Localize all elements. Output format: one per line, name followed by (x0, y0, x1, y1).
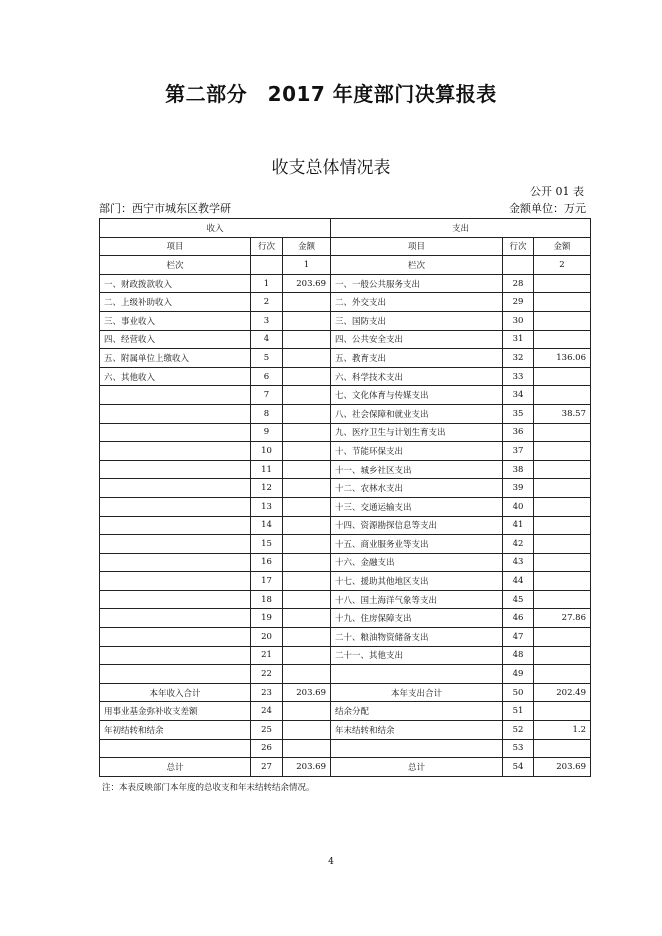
expense-line: 31 (503, 330, 534, 349)
table-row (100, 423, 591, 442)
expense-amount (534, 386, 591, 405)
expense-line: 54 (503, 758, 534, 777)
income-line: 5 (251, 349, 283, 368)
income-item (100, 609, 251, 628)
expense-item: 年末结转和结余 (331, 721, 503, 740)
table-row (100, 683, 591, 702)
expense-line-header: 行次 (503, 237, 534, 256)
income-item (100, 572, 251, 591)
income-line: 12 (251, 479, 283, 498)
income-item (100, 442, 251, 461)
expense-amount: 136.06 (534, 349, 591, 368)
page-number: 4 (328, 857, 334, 867)
income-line: 2 (251, 293, 283, 312)
table-row (100, 665, 591, 684)
income-item: 二、上级补助收入 (100, 293, 251, 312)
table-row (100, 628, 591, 647)
income-amount (283, 702, 331, 721)
income-item (100, 516, 251, 535)
expense-amount (534, 590, 591, 609)
expense-item: 结余分配 (331, 702, 503, 721)
income-line: 11 (251, 460, 283, 479)
income-amount (283, 628, 331, 647)
income-item (100, 497, 251, 516)
expense-item: 七、文化体育与传媒支出 (331, 386, 503, 405)
expense-amount: 203.69 (534, 758, 591, 777)
expense-item: 十三、交通运输支出 (331, 497, 503, 516)
table-row (100, 516, 591, 535)
income-amount (283, 497, 331, 516)
expense-item: 十六、金融支出 (331, 553, 503, 572)
expense-item: 十、节能环保支出 (331, 442, 503, 461)
expense-amount (534, 535, 591, 554)
income-line: 3 (251, 311, 283, 330)
income-line: 22 (251, 665, 283, 684)
expense-amount (534, 479, 591, 498)
expense-item: 九、医疗卫生与计划生育支出 (331, 423, 503, 442)
income-amount (283, 460, 331, 479)
expense-amount: 27.86 (534, 609, 591, 628)
income-amount (283, 721, 331, 740)
column-number-row (100, 256, 591, 275)
income-item (100, 739, 251, 758)
income-line-header: 行次 (251, 237, 283, 256)
expense-amount (534, 516, 591, 535)
income-line: 9 (251, 423, 283, 442)
table-row (100, 293, 591, 312)
expense-amount: 38.57 (534, 404, 591, 423)
expense-item: 总计 (331, 758, 503, 777)
column-header-row (100, 237, 591, 256)
table-row (100, 386, 591, 405)
income-item: 一、财政拨款收入 (100, 274, 251, 293)
expense-line: 44 (503, 572, 534, 591)
expense-col-number: 2 (534, 256, 591, 275)
table-row (100, 460, 591, 479)
expense-item: 八、社会保障和就业支出 (331, 404, 503, 423)
expense-item: 三、国防支出 (331, 311, 503, 330)
expense-line: 52 (503, 721, 534, 740)
income-line: 14 (251, 516, 283, 535)
section-header-row (100, 219, 591, 238)
table-row (100, 535, 591, 554)
expense-line: 49 (503, 665, 534, 684)
income-item (100, 479, 251, 498)
table-row (100, 572, 591, 591)
page-title: 第二部分 2017 年度部门决算报表 (165, 82, 497, 106)
table-row (100, 590, 591, 609)
table-row (100, 497, 591, 516)
expense-amount (534, 460, 591, 479)
income-item (100, 535, 251, 554)
income-line: 17 (251, 572, 283, 591)
income-amount (283, 739, 331, 758)
income-amount (283, 479, 331, 498)
expense-line: 39 (503, 479, 534, 498)
income-line: 8 (251, 404, 283, 423)
expense-item: 二十一、其他支出 (331, 646, 503, 665)
expense-line: 28 (503, 274, 534, 293)
expense-line: 45 (503, 590, 534, 609)
expense-line: 43 (503, 553, 534, 572)
income-amount (283, 535, 331, 554)
income-item: 年初结转和结余 (100, 721, 251, 740)
table-row (100, 609, 591, 628)
department-label: 部门：西宁市城东区教学研 (99, 202, 231, 215)
table-row (100, 758, 591, 777)
expense-amount: 202.49 (534, 683, 591, 702)
income-line: 18 (251, 590, 283, 609)
income-item: 总计 (100, 758, 251, 777)
table-row (100, 367, 591, 386)
income-item (100, 665, 251, 684)
income-amount (283, 572, 331, 591)
income-item (100, 423, 251, 442)
income-item: 本年收入合计 (100, 683, 251, 702)
table-row (100, 404, 591, 423)
expense-amount (534, 274, 591, 293)
table-row (100, 274, 591, 293)
income-amount (283, 293, 331, 312)
expense-amount (534, 646, 591, 665)
expense-line: 36 (503, 423, 534, 442)
table-row (100, 330, 591, 349)
expense-line: 37 (503, 442, 534, 461)
expense-amount (534, 553, 591, 572)
expense-item: 十五、商业服务业等支出 (331, 535, 503, 554)
expense-item-header: 项目 (331, 237, 503, 256)
expense-line: 29 (503, 293, 534, 312)
income-item: 四、经营收入 (100, 330, 251, 349)
income-item (100, 386, 251, 405)
table-row (100, 442, 591, 461)
income-line: 20 (251, 628, 283, 647)
table-row (100, 646, 591, 665)
expense-line: 53 (503, 739, 534, 758)
expense-line: 46 (503, 609, 534, 628)
income-col-number: 1 (283, 256, 331, 275)
income-amount (283, 367, 331, 386)
income-line: 1 (251, 274, 283, 293)
income-amount (283, 516, 331, 535)
income-row-label: 栏次 (100, 256, 251, 275)
income-line: 27 (251, 758, 283, 777)
expense-line: 41 (503, 516, 534, 535)
form-number: 公开 01 表 (530, 185, 584, 198)
expense-item: 二、外交支出 (331, 293, 503, 312)
table-row (100, 553, 591, 572)
income-amount (283, 330, 331, 349)
income-item (100, 460, 251, 479)
expense-item: 十七、援助其他地区支出 (331, 572, 503, 591)
income-line: 15 (251, 535, 283, 554)
expense-item: 十九、住房保障支出 (331, 609, 503, 628)
expense-amount: 1.2 (534, 721, 591, 740)
expense-amount (534, 665, 591, 684)
income-line: 13 (251, 497, 283, 516)
income-item (100, 404, 251, 423)
expense-line: 30 (503, 311, 534, 330)
table-row (100, 721, 591, 740)
expense-line: 50 (503, 683, 534, 702)
expense-amount (534, 330, 591, 349)
income-item: 三、事业收入 (100, 311, 251, 330)
income-line: 6 (251, 367, 283, 386)
income-item: 用事业基金弥补收支差额 (100, 702, 251, 721)
income-line: 16 (251, 553, 283, 572)
income-amount-header: 金额 (283, 237, 331, 256)
income-amount (283, 423, 331, 442)
income-amount (283, 609, 331, 628)
table-note: 注：本表反映部门本年度的总收支和年末结转结余情况。 (102, 783, 315, 793)
income-line: 21 (251, 646, 283, 665)
expense-line: 38 (503, 460, 534, 479)
expense-amount (534, 367, 591, 386)
income-line: 25 (251, 721, 283, 740)
expense-item: 六、科学技术支出 (331, 367, 503, 386)
income-line: 4 (251, 330, 283, 349)
expense-line: 32 (503, 349, 534, 368)
expense-item: 十八、国土海洋气象等支出 (331, 590, 503, 609)
empty-cell (251, 256, 283, 275)
income-item (100, 590, 251, 609)
income-amount (283, 386, 331, 405)
income-amount (283, 404, 331, 423)
expense-amount (534, 293, 591, 312)
table-title: 收支总体情况表 (271, 158, 391, 178)
income-amount (283, 553, 331, 572)
expense-amount (534, 423, 591, 442)
expense-item (331, 665, 503, 684)
empty-cell (503, 256, 534, 275)
expense-amount (534, 497, 591, 516)
expense-row-label: 栏次 (331, 256, 503, 275)
expense-line: 33 (503, 367, 534, 386)
expense-amount (534, 311, 591, 330)
income-header: 收入 (100, 219, 331, 238)
expense-amount-header: 金额 (534, 237, 591, 256)
income-line: 23 (251, 683, 283, 702)
income-line: 10 (251, 442, 283, 461)
income-expense-table (99, 218, 591, 777)
expense-item: 十二、农林水支出 (331, 479, 503, 498)
expense-item: 二十、粮油物资储备支出 (331, 628, 503, 647)
expense-amount (534, 572, 591, 591)
unit-label: 金额单位：万元 (509, 202, 586, 215)
expense-item: 本年支出合计 (331, 683, 503, 702)
expense-item: 四、公共安全支出 (331, 330, 503, 349)
expense-item: 十四、资源勘探信息等支出 (331, 516, 503, 535)
income-item: 六、其他收入 (100, 367, 251, 386)
income-amount (283, 349, 331, 368)
income-item-header: 项目 (100, 237, 251, 256)
income-amount (283, 590, 331, 609)
expense-line: 34 (503, 386, 534, 405)
expense-item: 一、一般公共服务支出 (331, 274, 503, 293)
table-row (100, 739, 591, 758)
income-item (100, 553, 251, 572)
income-amount (283, 665, 331, 684)
income-line: 26 (251, 739, 283, 758)
income-amount: 203.69 (283, 274, 331, 293)
income-item: 五、附属单位上缴收入 (100, 349, 251, 368)
income-item (100, 628, 251, 647)
expense-amount (534, 442, 591, 461)
expense-item: 十一、城乡社区支出 (331, 460, 503, 479)
expense-item: 五、教育支出 (331, 349, 503, 368)
income-line: 24 (251, 702, 283, 721)
table-row (100, 311, 591, 330)
income-amount: 203.69 (283, 758, 331, 777)
table-row (100, 349, 591, 368)
expense-amount (534, 628, 591, 647)
expense-line: 48 (503, 646, 534, 665)
income-item (100, 646, 251, 665)
expense-line: 47 (503, 628, 534, 647)
table-row (100, 702, 591, 721)
income-amount (283, 646, 331, 665)
expense-header: 支出 (331, 219, 591, 238)
expense-amount (534, 702, 591, 721)
expense-amount (534, 739, 591, 758)
expense-line: 51 (503, 702, 534, 721)
income-amount (283, 442, 331, 461)
income-amount: 203.69 (283, 683, 331, 702)
income-amount (283, 311, 331, 330)
income-line: 19 (251, 609, 283, 628)
expense-line: 40 (503, 497, 534, 516)
expense-line: 42 (503, 535, 534, 554)
income-line: 7 (251, 386, 283, 405)
expense-line: 35 (503, 404, 534, 423)
expense-item (331, 739, 503, 758)
table-row (100, 479, 591, 498)
